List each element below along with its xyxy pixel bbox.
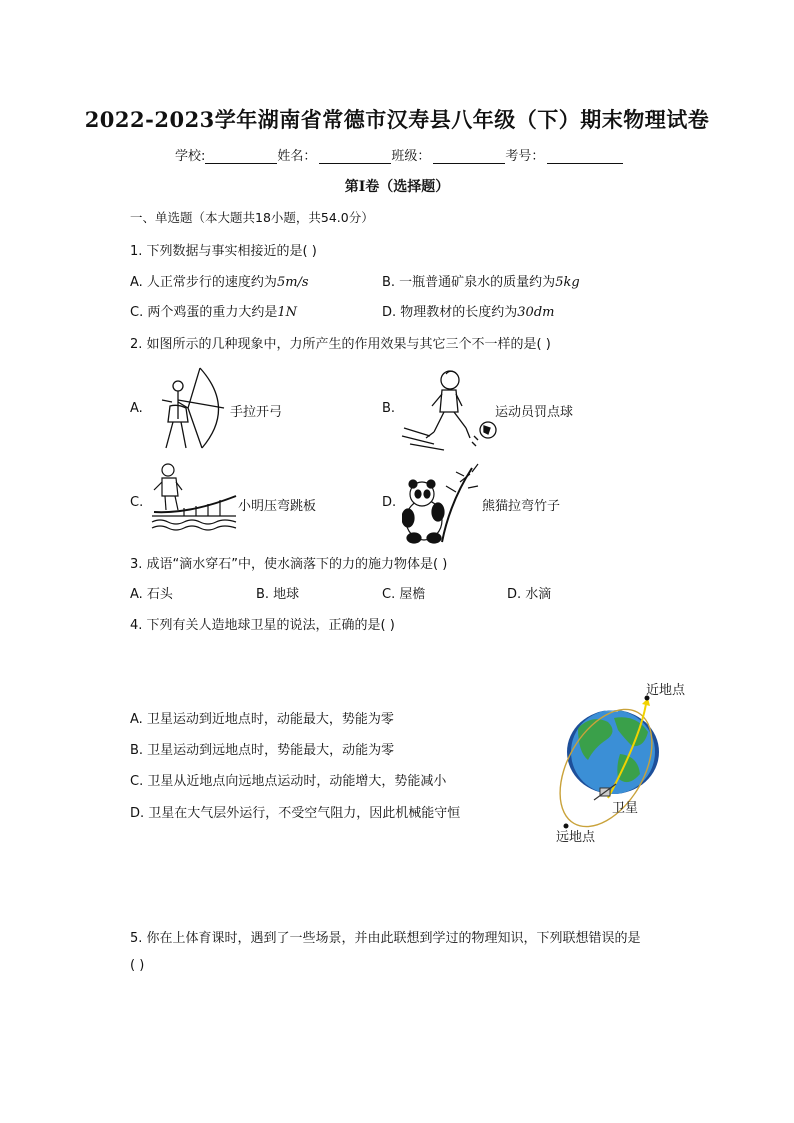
q3-option-c: C. 屋檐 — [382, 587, 426, 602]
q4-option-a: A. 卫星运动到近地点时，动能最大，势能为零 — [130, 712, 394, 727]
q5-stem-continued: ( ) — [130, 958, 145, 973]
q2-option-c-letter: C. — [130, 495, 144, 510]
q4-option-d: D. 卫星在大气层外运行，不受空气阻力，因此机械能守恒 — [130, 806, 461, 821]
q5-stem: 5. 你在上体育课时，遇到了一些场景，并由此联想到学过的物理知识，下列联想错误的是 — [130, 931, 641, 946]
exam-no-label: 考号： — [505, 149, 545, 164]
part-heading: 一、单选题（本大题共18小题，共54.0分） — [130, 210, 374, 225]
q3-option-a: A. 石头 — [130, 587, 173, 602]
archer-figure-icon — [148, 364, 232, 452]
q4-option-c: C. 卫星从近地点向远地点运动时，动能增大，势能减小 — [130, 774, 447, 789]
q1-option-c — [130, 301, 297, 320]
q1-option-b-text: B. 一瓶普通矿泉水的质量约为 — [382, 275, 556, 290]
page-title: 2022-2023学年湖南省常德市汉寿县八年级（下）期末物理试卷 — [84, 107, 710, 132]
q2-option-c-caption: 小明压弯跳板 — [238, 499, 317, 514]
q4-option-b: B. 卫星运动到远地点时，势能最大，动能为零 — [130, 743, 395, 758]
q2-stem: 2. 如图所示的几种现象中，力所产生的作用效果与其它三个不一样的是( ) — [130, 337, 551, 352]
q1-option-d-text: D. 物理教材的长度约为 — [382, 305, 518, 320]
q1-option-d-value: 30dm — [517, 305, 555, 320]
class-blank — [433, 150, 505, 164]
name-blank — [319, 150, 391, 164]
figure-apogee-label: 远地点 — [556, 830, 596, 845]
q1-option-b — [382, 271, 580, 290]
name-label: 姓名： — [277, 149, 317, 164]
q1-option-d — [382, 301, 554, 320]
section-heading: 第I卷（选择题） — [344, 179, 450, 195]
q4-stem: 4. 下列有关人造地球卫星的说法，正确的是( ) — [130, 618, 395, 633]
school-label: 学校: — [175, 149, 206, 164]
q3-stem: 3. 成语“滴水穿石”中，使水滴落下的力的施力物体是( ) — [130, 557, 448, 572]
figure-perigee-label: 近地点 — [646, 683, 686, 698]
q1-option-c-value: 1N — [277, 305, 297, 320]
q2-option-d-caption: 熊猫拉弯竹子 — [482, 499, 561, 514]
q1-option-b-value: 5kg — [555, 275, 580, 290]
diving-board-figure-icon — [150, 462, 238, 532]
q2-option-b-letter: B. — [382, 401, 396, 416]
school-blank — [205, 150, 277, 164]
q1-option-c-text: C. 两个鸡蛋的重力大约是 — [130, 305, 278, 320]
q2-option-d-letter: D. — [382, 495, 397, 510]
q1-stem: 1. 下列数据与事实相接近的是( ) — [130, 244, 317, 259]
student-info-row — [175, 145, 623, 164]
panda-bamboo-figure-icon — [402, 462, 482, 544]
footballer-figure-icon — [400, 366, 500, 452]
class-label: 班级： — [391, 149, 431, 164]
q1-option-a — [130, 271, 309, 290]
q2-option-a-letter: A. — [130, 401, 143, 416]
figure-satellite-label: 卫星 — [612, 801, 639, 816]
q1-option-a-value: 5m/s — [276, 275, 309, 290]
q2-option-b-caption: 运动员罚点球 — [495, 405, 574, 420]
exam-no-blank — [547, 150, 623, 164]
q3-option-b: B. 地球 — [256, 587, 300, 602]
q1-option-a-text: A. 人正常步行的速度约为 — [130, 275, 277, 290]
q2-option-a-caption: 手拉开弓 — [230, 405, 283, 420]
q3-option-d: D. 水滴 — [507, 587, 552, 602]
